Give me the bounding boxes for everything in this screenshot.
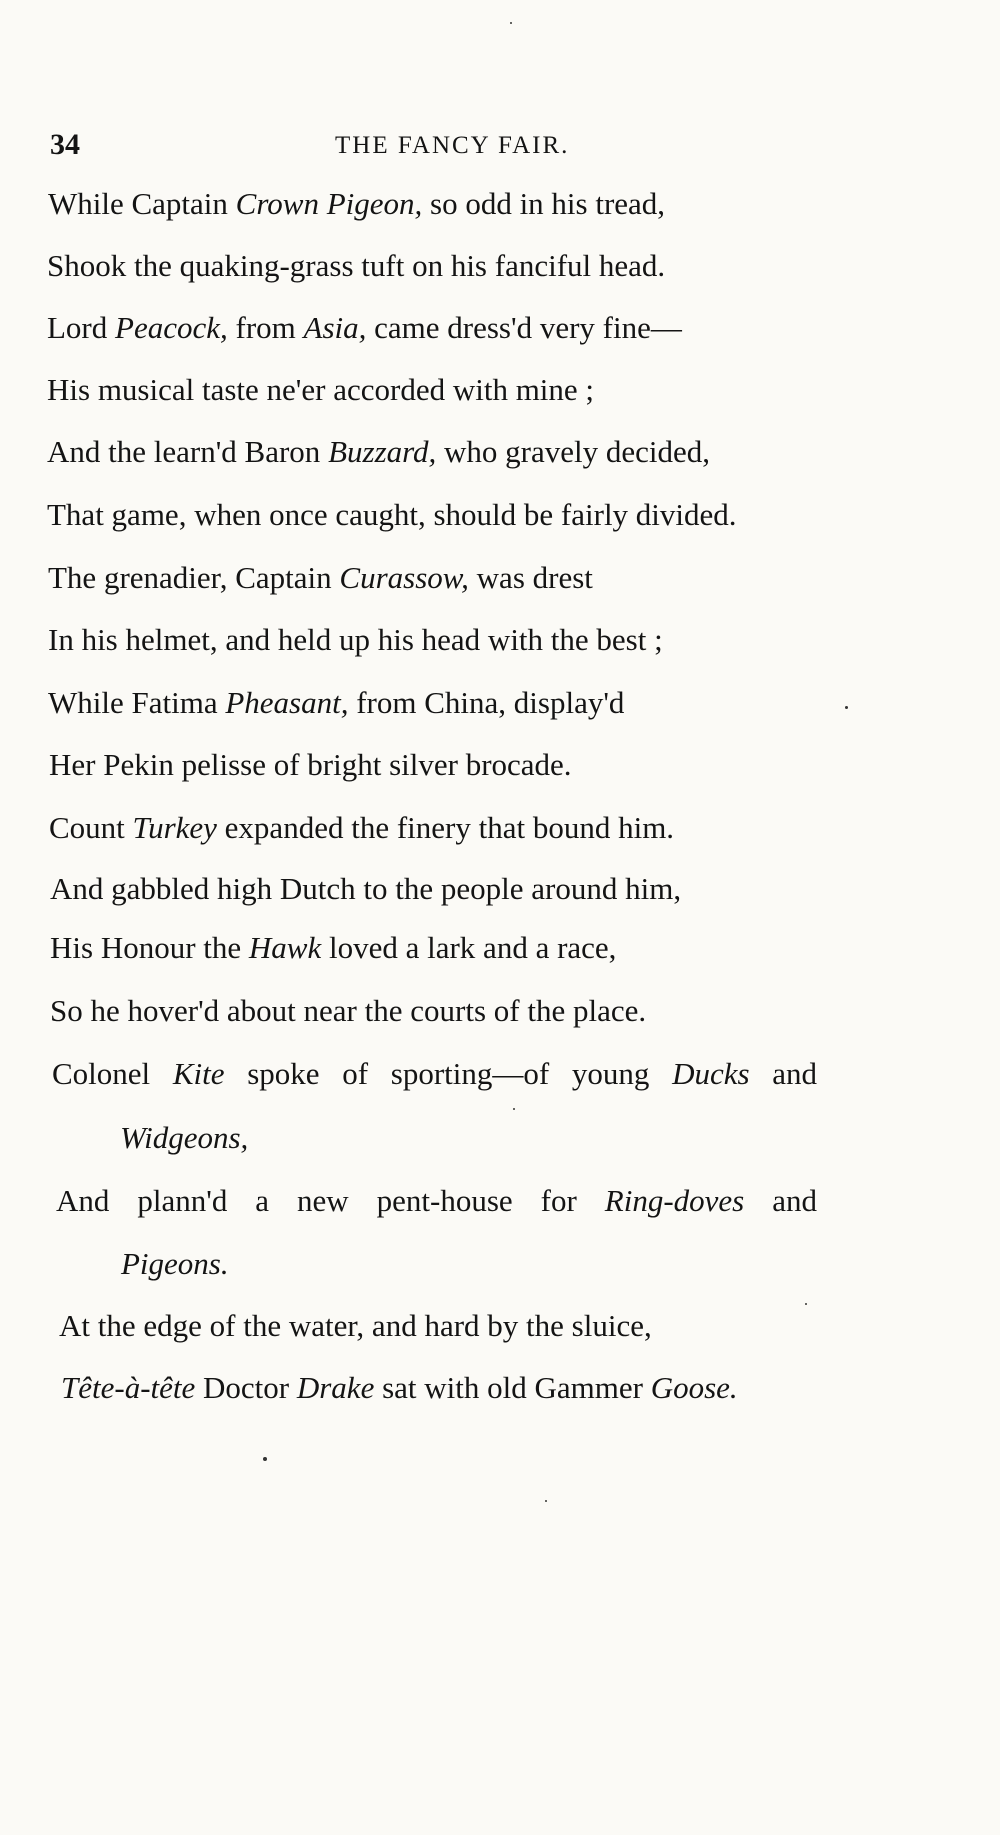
poem-line-10: Her Pekin pelisse of bright silver brocade. bbox=[49, 747, 572, 782]
poem-line-15: Colonel Kite spoke of sporting—of young Ducks and bbox=[52, 1056, 817, 1091]
poem-line-18: Tête-à-tête Doctor Drake sat with old Gammer Goose. bbox=[61, 1370, 738, 1405]
poem-line-13: His Honour the Hawk loved a lark and a race, bbox=[50, 930, 617, 965]
print-speck bbox=[845, 706, 848, 709]
poem-line-9: While Fatima Pheasant, from China, display'd bbox=[48, 685, 625, 720]
page-number: 34 bbox=[50, 128, 80, 161]
page-header bbox=[50, 128, 650, 168]
poem-line-12: And gabbled high Dutch to the people around him, bbox=[50, 871, 682, 906]
poem-line-2: Shook the quaking-grass tuft on his fanciful head. bbox=[47, 248, 666, 283]
poem-line-6: That game, when once caught, should be fairly divided. bbox=[47, 497, 737, 532]
poem-line-5: And the learn'd Baron Buzzard, who gravely decided, bbox=[47, 434, 711, 469]
poem-line-15-continuation: Widgeons, bbox=[120, 1120, 249, 1155]
print-speck bbox=[545, 1500, 547, 1502]
print-speck bbox=[263, 1457, 267, 1461]
print-speck bbox=[805, 1303, 807, 1305]
poem-line-14: So he hover'd about near the courts of the place. bbox=[50, 993, 647, 1028]
poem-line-3: Lord Peacock, from Asia, came dress'd very fine— bbox=[47, 310, 682, 345]
print-speck bbox=[510, 22, 512, 24]
poem-line-8: In his helmet, and held up his head with the best ; bbox=[48, 622, 663, 657]
running-title: THE FANCY FAIR. bbox=[335, 132, 570, 159]
poem-line-16: And plann'd a new pent-house for Ring-doves and bbox=[56, 1183, 817, 1218]
poem-line-11: Count Turkey expanded the finery that bound him. bbox=[49, 810, 675, 845]
print-speck bbox=[513, 1108, 515, 1110]
poem-line-16-continuation: Pigeons. bbox=[121, 1246, 229, 1281]
poem-line-17: At the edge of the water, and hard by the sluice, bbox=[59, 1308, 652, 1343]
poem-line-7: The grenadier, Captain Curassow, was drest bbox=[48, 560, 593, 595]
poem-line-1: While Captain Crown Pigeon, so odd in his tread, bbox=[48, 186, 666, 221]
poem-line-4: His musical taste ne'er accorded with mine ; bbox=[47, 372, 595, 407]
